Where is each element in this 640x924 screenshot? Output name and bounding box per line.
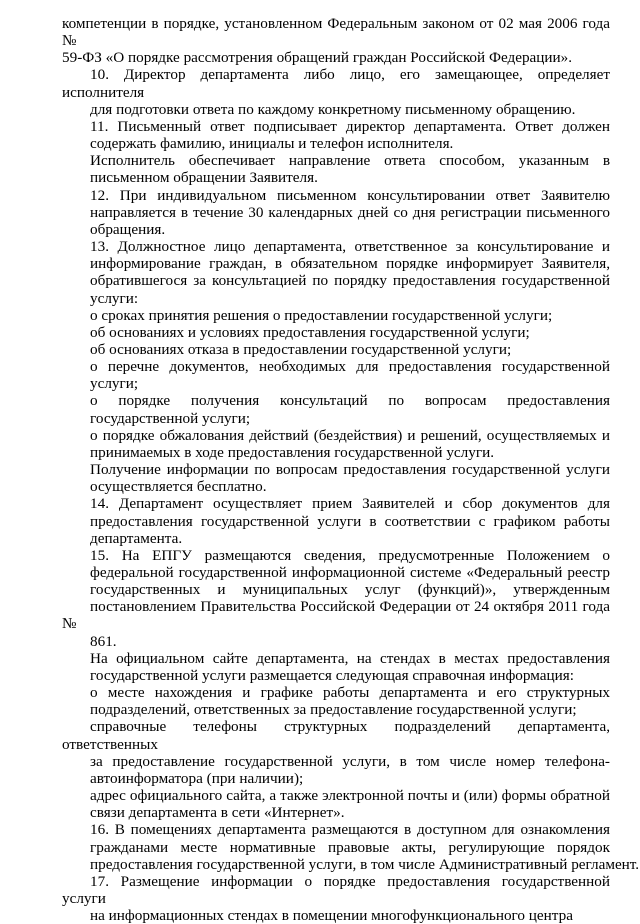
text-line: 11. Письменный ответ подписывает директор департамента. Ответ должен — [90, 117, 610, 135]
paragraph-p13 — [62, 238, 610, 307]
text-line: о порядке получения консультаций по вопросам предоставления — [90, 392, 610, 410]
text-line: федеральной государственной информационной системе «Федеральный реестр — [90, 564, 610, 581]
text-line: информирование граждан, в обязательном порядке информирует Заявителя, — [90, 255, 610, 273]
text-line: о сроках принятия решения о предоставлении государственной услуги; — [90, 306, 553, 324]
text-line: об основаниях и условиях предоставления государственной услуги; — [90, 323, 530, 341]
paragraph-p12 — [62, 187, 610, 238]
text-line: 59-ФЗ «О порядке рассмотрения обращений граждан Российской Федерации». — [62, 49, 573, 67]
text-line: направляется в течение 30 календарных дней со дня регистрации письменного — [90, 203, 610, 221]
paragraph-p13d — [62, 358, 610, 392]
text-line: о месте нахождения и графике работы департамента и его структурных — [90, 684, 610, 702]
paragraph-p13b — [62, 324, 610, 341]
text-line: принимаемых в ходе предоставления государственной услуги. — [90, 443, 494, 461]
text-line: услуги; — [90, 375, 139, 393]
text-line: справочные телефоны структурных подразделений департамента, ответственных — [62, 718, 610, 753]
paragraph-p16 — [62, 821, 640, 873]
text-line: осуществляется бесплатно. — [90, 478, 267, 496]
text-line: за предоставление государственной услуги, в том числе номер телефона- — [90, 752, 610, 770]
text-line: связи департамента в сети «Интернет». — [90, 804, 345, 822]
text-line: На официальном сайте департамента, на стендах в местах предоставления — [90, 649, 610, 667]
text-line: на информационных стендах в помещении многофункционального центра — [90, 907, 573, 924]
text-line: автоинформатора (при наличии); — [90, 769, 304, 787]
text-line: услуги: — [90, 289, 139, 307]
paragraph-p13g — [62, 461, 610, 495]
text-line: предоставления государственной услуги, в том числе Административный регламент. — [90, 855, 640, 873]
text-line: государственной услуги; — [90, 409, 251, 427]
text-line: государственной услуги размещается следующая справочная информация: — [90, 666, 574, 684]
text-line: обратившегося за консультацией по порядку предоставления государственной — [90, 272, 610, 290]
paragraph-p14 — [62, 495, 610, 546]
text-line: письменном обращении Заявителя. — [90, 169, 318, 187]
text-line: 17. Размещение информации о порядке предоставления государственной услуги — [62, 872, 610, 907]
text-line: постановлением Правительства Российской Федерации от 24 октября 2011 года № — [62, 598, 610, 633]
document-page — [62, 15, 640, 924]
paragraph-p-cont — [62, 15, 610, 66]
text-line: 16. В помещениях департамента размещаются в доступном для ознакомления — [90, 821, 610, 839]
text-line: о порядке обжалования действий (бездействия) и решений, осуществляемых и — [90, 426, 610, 444]
text-line: 13. Должностное лицо департамента, ответственное за консультирование и — [90, 238, 610, 256]
paragraph-p13f — [62, 427, 610, 461]
paragraph-p11b — [62, 152, 610, 186]
text-line: департамента. — [90, 529, 183, 547]
text-line: Получение информации по вопросам предоставления государственной услуги — [90, 461, 610, 479]
text-line: 12. При индивидуальном письменном консультировании ответ Заявителю — [90, 186, 610, 204]
paragraph-p13a — [62, 307, 610, 324]
text-line: 10. Директор департамента либо лицо, его замещающее, определяет исполнителя — [62, 66, 610, 101]
paragraph-p15 — [62, 547, 610, 650]
text-line: 15. На ЕПГУ размещаются сведения, предусмотренные Положением о — [90, 546, 610, 564]
text-line: компетенции в порядке, установленном Федеральным законом от 02 мая 2006 года № — [62, 15, 610, 50]
text-line: 861. — [90, 632, 117, 650]
text-line: государственных и муниципальных услуг (функций)», утвержденным — [90, 581, 610, 599]
text-line: о перечне документов, необходимых для предоставления государственной — [90, 358, 610, 376]
paragraph-p15d — [62, 718, 610, 787]
text-line: подразделений, ответственных за предоставление государственной услуги; — [90, 701, 577, 719]
text-line: содержать фамилию, инициалы и телефон исполнителя. — [90, 135, 454, 153]
paragraph-p15c — [62, 684, 610, 718]
text-line: об основаниях отказа в предоставлении государственной услуги; — [90, 340, 512, 358]
text-line: Исполнитель обеспечивает направление ответа способом, указанным в — [90, 152, 610, 170]
paragraph-p13e — [62, 392, 610, 426]
text-line: 14. Департамент осуществляет прием Заявителей и сбор документов для — [90, 495, 610, 513]
paragraph-p13c — [62, 341, 610, 358]
paragraph-p15e — [62, 787, 610, 821]
text-line: для подготовки ответа по каждому конкретному письменному обращению. — [90, 100, 576, 118]
paragraph-p15b — [62, 650, 610, 684]
paragraph-p11 — [62, 118, 610, 152]
text-line: адрес официального сайта, а также электронной почты и (или) формы обратной — [90, 787, 610, 805]
text-line: обращения. — [90, 220, 166, 238]
text-line: предоставления государственной услуги в соответствии с графиком работы — [90, 512, 610, 530]
paragraph-p17 — [62, 873, 610, 924]
paragraph-p10 — [62, 66, 610, 117]
text-line: гражданами месте нормативные правовые акты, регулирующие порядок — [90, 838, 610, 856]
